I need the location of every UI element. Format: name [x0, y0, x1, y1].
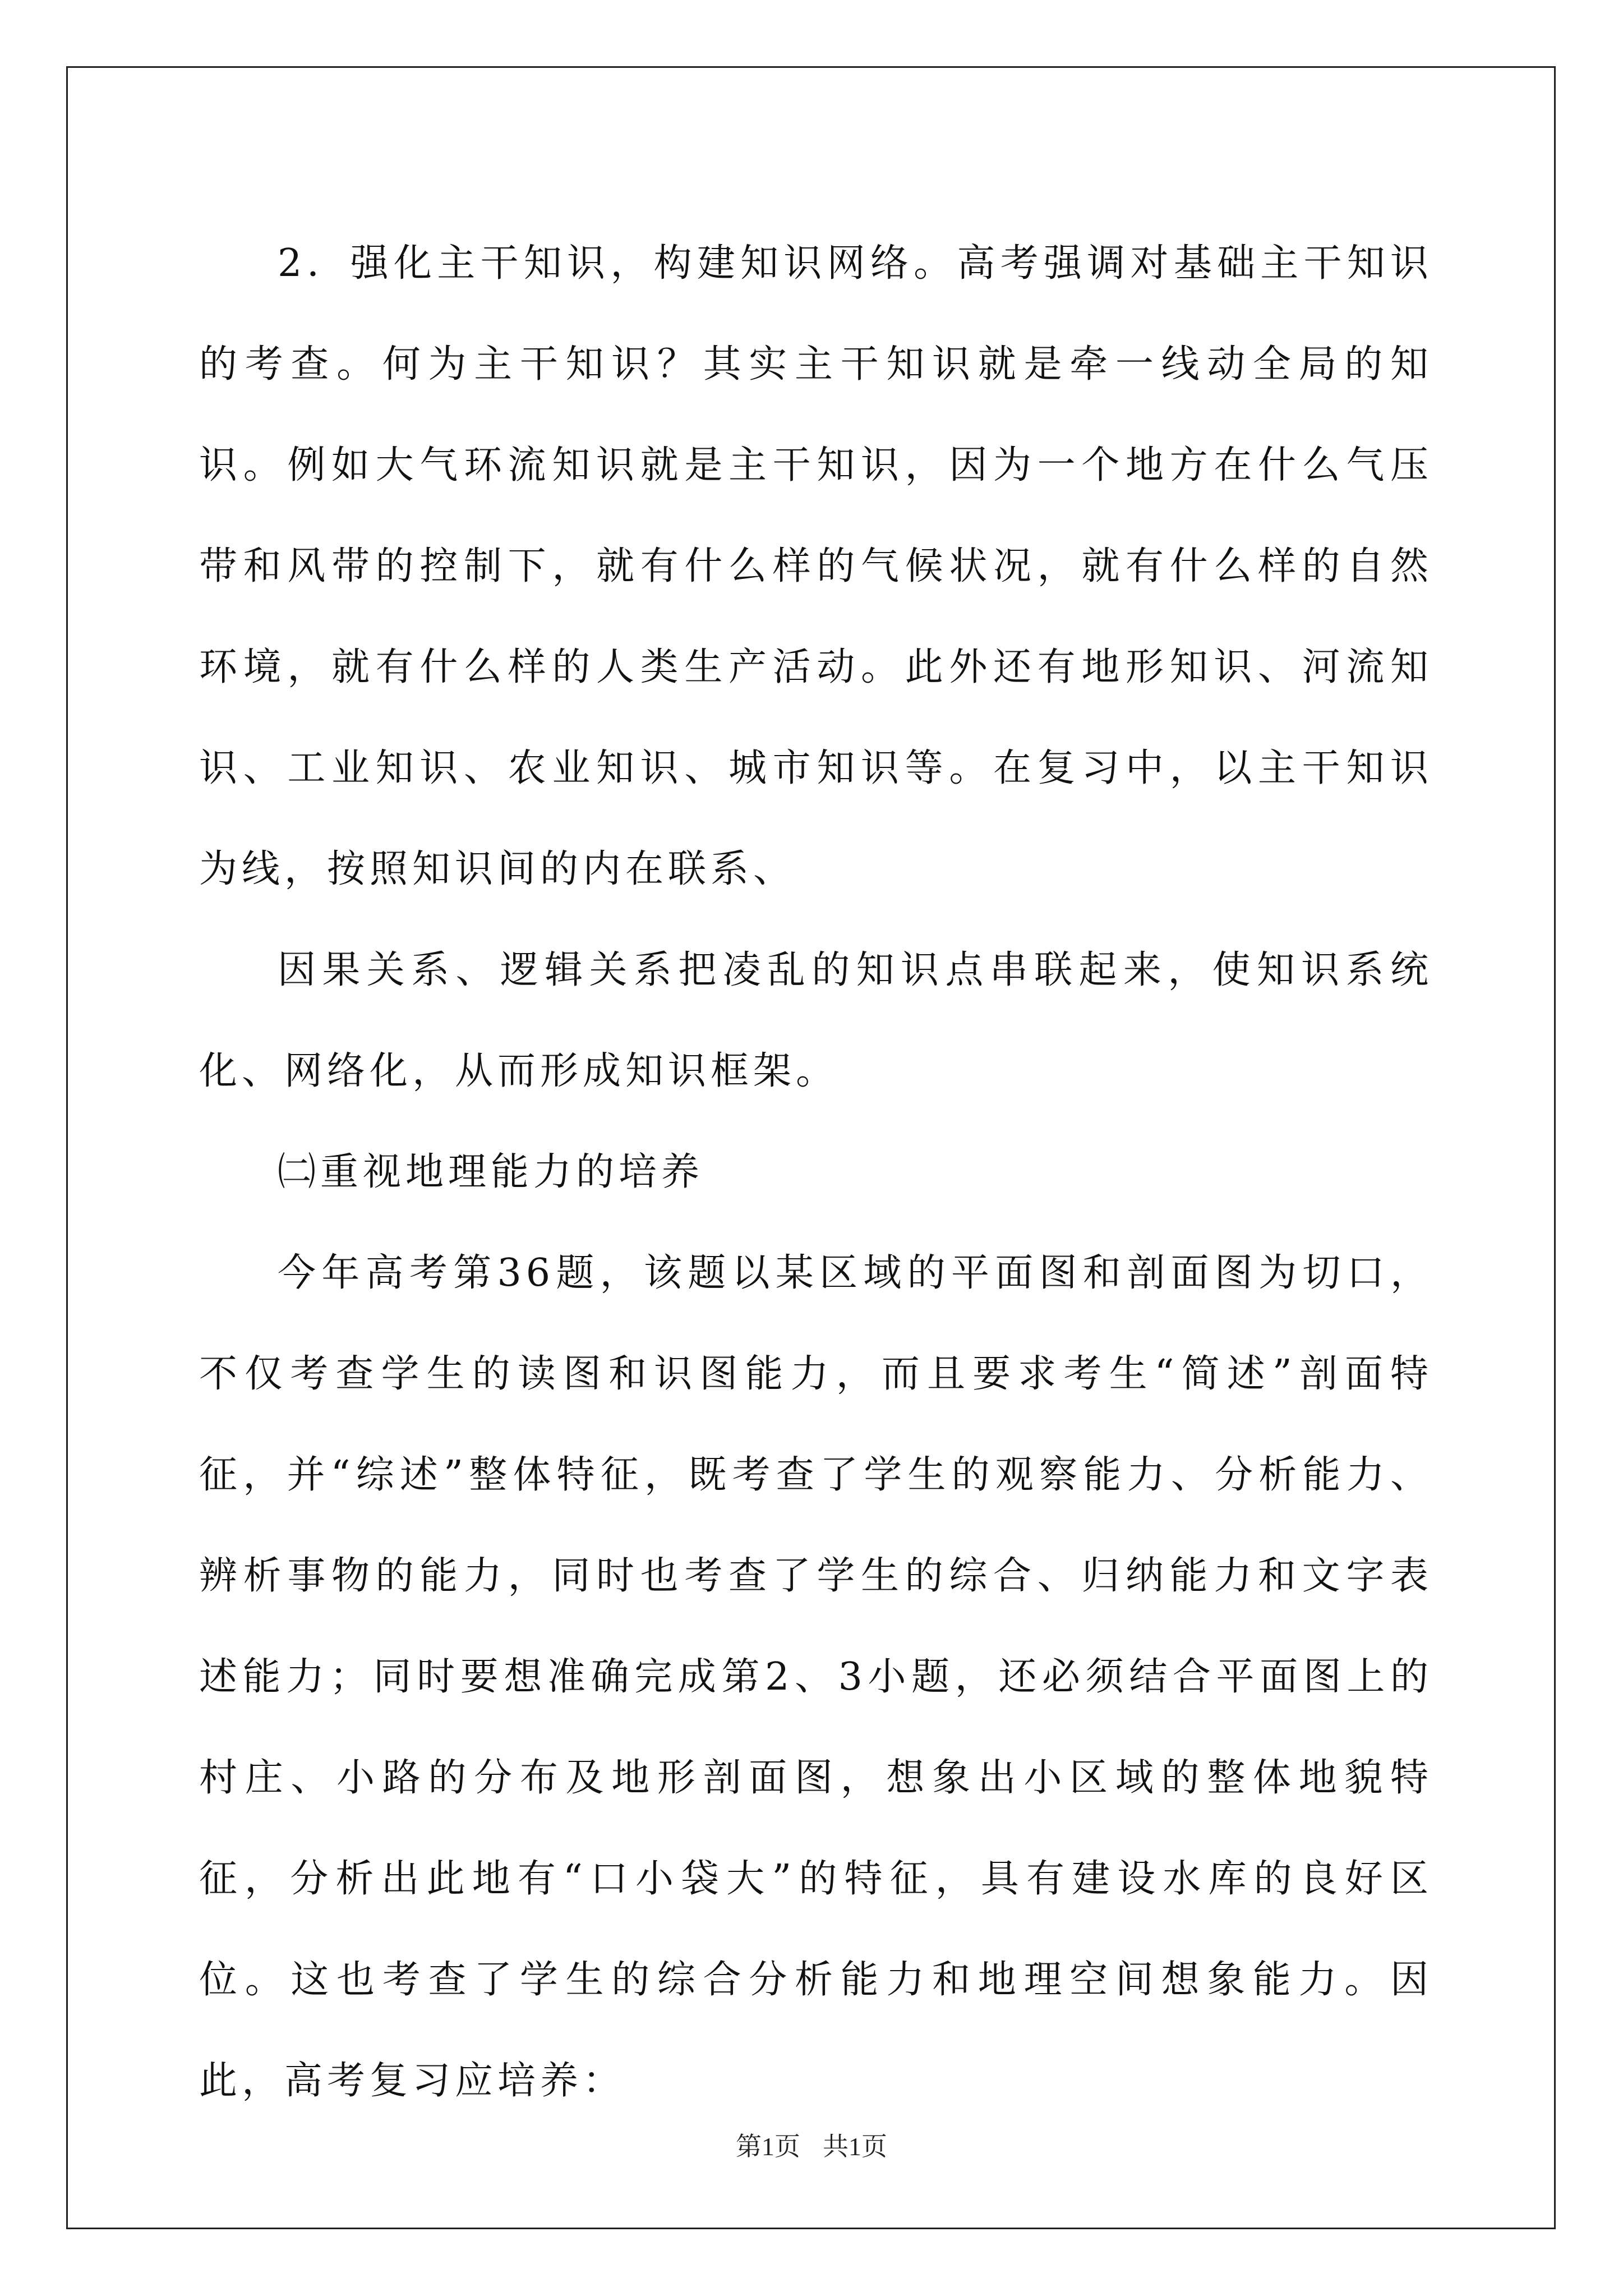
section-heading-ability: ㈡重视地理能力的培养 [278, 1150, 704, 1194]
page-number: 第1页 [736, 2132, 800, 2161]
page-footer [0, 2126, 1623, 2163]
paragraph-main-knowledge: 2．强化主干知识，构建知识网络。高考强调对基础主干知识的考查。何为主干知识？其实主干知识就是牵一线动全局的知识。例如大气环流知识就是主干知识，因为一个地方在什么气压带和风带的控制下，就有什么样的气候状况，就有什么样的自然环境，就有什么样的人类生产活动。此外还有地形知识、河流知识、工业知识、农业知识、城市知识等。在复习中，以主干知识为线，按照知识间的内在联系、 [199, 241, 1433, 891]
page-total: 共1页 [823, 2132, 887, 2161]
document-body [199, 213, 1433, 2132]
paragraph-knowledge-framework: 因果关系、逻辑关系把凌乱的知识点串联起来，使知识系统化、网络化，从而形成知识框架。 [199, 948, 1433, 1093]
paragraph-question-36: 今年高考第36题，该题以某区域的平面图和剖面图为切口，不仅考查学生的读图和识图能力，而且要求考生“简述”剖面特征，并“综述”整体特征，既考查了学生的观察能力、分析能力、辨析事物的能力，同时也考查了学生的综合、归纳能力和文字表述能力；同时要想准确完成第2、3小题，还必须结合平面图上的村庄、小路的分布及地形剖面图，想象出小区域的整体地貌特征，分析出此地有“口小袋大”的特征，具有建设水库的良好区位。这也考查了学生的综合分析能力和地理空间想象能力。因此，高考复习应培养： [199, 1251, 1433, 2103]
